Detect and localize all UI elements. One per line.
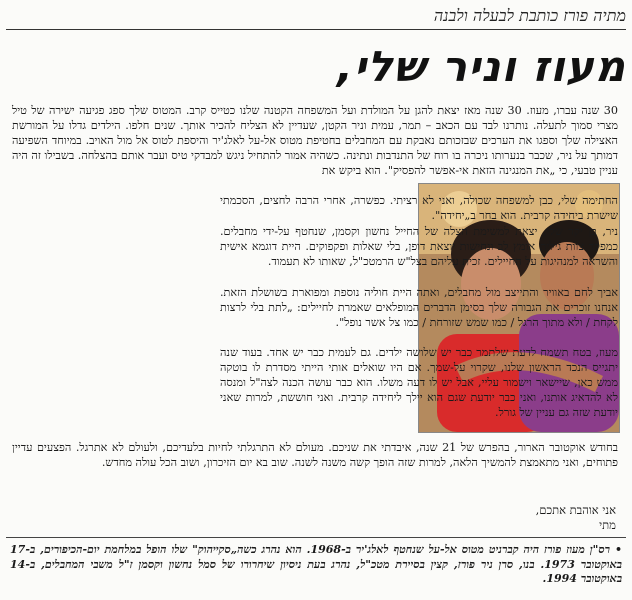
signature: מתי	[599, 518, 616, 532]
article-kicker: מתיה פורז כותבת לבעלה ולבנה	[433, 6, 626, 25]
bottom-rule	[6, 537, 626, 538]
paragraph-5: מעוז, בטח תשמח לדעת שלתמר כבר יש שלושה ילדים. גם לעמית כבר יש אחד. בעוד שנה יתגייס הנכד הראשון שלנו, שקרוי על-שמך. אם היו שואלים אותי הייתי מסדרת לו בוטקה ממש כאן, שיישאר וישמור עליי, אבל יש לו דעה משלו. הוא כבר עושה הכנה לצה"ל ומנסה לא להדאיג אותנו, ואני כבר יודעת שגם הוא יילך ליחידה קרבית. ואני חוששת, למרות שאני יודעת שזה גם עניין של גורל.	[220, 346, 618, 419]
top-rule	[6, 29, 626, 30]
article-headline: מעוז וניר שלי,	[336, 42, 626, 91]
paragraph-6: בחודש אוקטובר הארור, בהפרש של 21 שנה, איבדתי את שניכם. מעולם לא התרגלתי לחיות בלעדיכם, ולעולם לא אתרגל. הפצעים עדיין פתוחים, ואני מתאמצת להמשיך הלאה, למרות שזה הופך קשה משנה לשנה. שוב בא יום הזיכרון, ושוב הכל עולה מחדש.	[12, 441, 618, 469]
paragraph-1: 30 שנה עברו, מעוז. 30 שנה מאז יצאת להגן על המולדת ועל המשפחה הקטנה שלנו כטייס קרב. המטוס שלך ספג פגיעה ישירה של טיל מצרי סמוך לתעלה. נותרנו לבד עם הכאב – תמר, עמית וניר הקטן, שעדיין לא הצליח להכיר אותך. שנים חלפו. הילדים גדלו על המורשת האצילה שלך וספגו את הערכים שבזכותם נאבקת עם המחבלים בחטיפת מטוס אל-על לאלג'יר והיספת לטוס אל מול האויב. במיוחד השפיעה דמותך על ניר, שכבר בנערותו ניכרה בו רוח של התנדבות ונתינה. כשהיה אמור להתחיל ניגש למבדקי טיס ועבר אותם בהצלחה. בשבילו זה היה עניין טבעי, כי „את המנגינה הזאת אי-אפשר להפסיק". הוא ביקש את	[12, 104, 618, 177]
signoff: אני אוהבת אתכם,	[535, 503, 616, 517]
paragraph-4: אביך לחם באוויר והתייצב מול מחבלים, ואתה היית חוליה נוספת ומפוארת בשושלת הזאת. אנחנו זוכרים את הגבורה שלך בסימן הדברים המופלאים שאמרת לחיילים: „לתת בלי לרצות לקחת / ולא מתוך הרגל / כמו שמש שזורחת / כמו צל אשר נופל".	[220, 286, 618, 329]
footnote: • רס"ן מעוז פורז היה קברניט מטוס אל-על שנחטף לאלג'יר ב-1968. הוא נהרג כשה„סקייהוק" שלו הופל במלחמת יום-הכיפורים, ב-17 באוקטובר 1973. בנו, סרן ניר פורז, קצין בסיירת מטכ"ל, נהרג בעת ניסיון שיחרורו של סמל נחשון וקסמן ז"ל משבי המחבלים, ב-14 באוקטובר 1994.	[10, 543, 622, 585]
paragraph-3: ניר, בן יקר שלי, יצאת למשימת הצלה של החייל נחשון וקסמן, שנחטף על-ידי מחבלים. כמפקד צוות גילית אומץ לב ונחישות יוצאת דופן, בלי שאלות ופקפוקים. היית דוגמא אישית והשראה למנהיגות על החיילים. זכית עליהם בצל"ש הרמטכ"ל, שאותו לא תעמוד.	[220, 225, 618, 268]
paragraph-2: החתימה שלי, כבן למשפחה שכולה, ואני לא רציתי. כפשרה, אחרי הרבה לחצים, הסכמתי שישרת ביחידה קרבית. הוא בחר ב„יחידה".	[220, 194, 618, 222]
